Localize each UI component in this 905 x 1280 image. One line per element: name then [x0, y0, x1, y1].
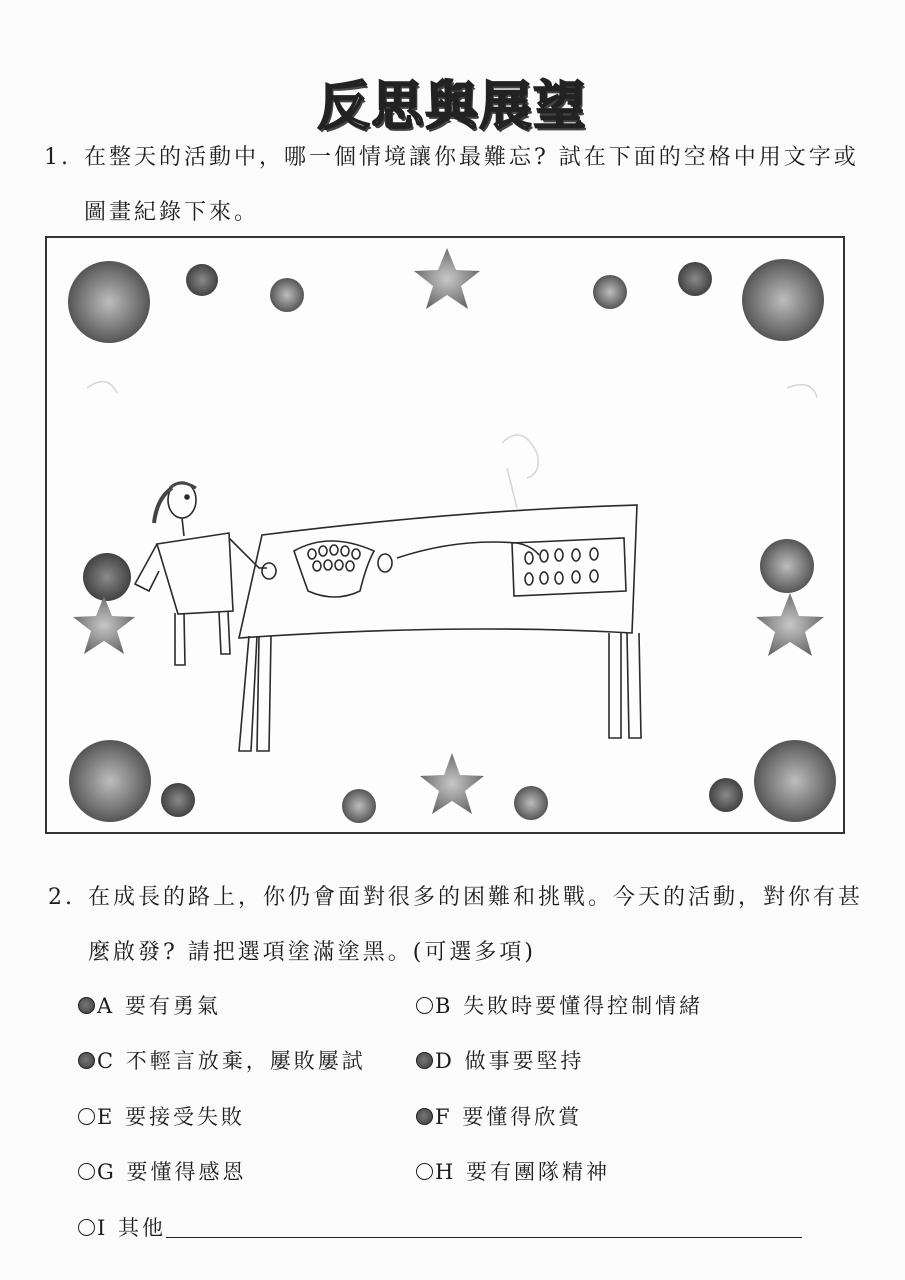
- option-d-letter: D: [435, 1049, 455, 1073]
- option-i-letter: I: [97, 1216, 109, 1240]
- ball-decoration: [342, 789, 376, 823]
- question-2-number: 2.: [48, 885, 75, 910]
- ball-decoration: [593, 275, 627, 309]
- question-1-line-1: [44, 140, 859, 171]
- option-a[interactable]: [78, 990, 221, 1020]
- option-a-circle[interactable]: [78, 997, 95, 1014]
- option-f-letter: F: [435, 1105, 453, 1129]
- option-d[interactable]: [416, 1045, 585, 1075]
- option-e-letter: E: [97, 1105, 116, 1129]
- option-i-blank-line[interactable]: [166, 1217, 802, 1238]
- option-b-circle[interactable]: [416, 997, 433, 1014]
- option-i-text: 其他: [117, 1216, 166, 1240]
- option-g[interactable]: [78, 1156, 246, 1186]
- question-2-text: 在成長的路上，你仍會面對很多的困難和挑戰。今天的活動，對你有甚: [88, 885, 864, 910]
- question-2-line-2: 麼啟發? 請把選項塗滿塗黑。(可選多項): [88, 940, 536, 965]
- option-g-text: 要懂得感恩: [126, 1160, 247, 1184]
- ball-decoration: [742, 259, 824, 341]
- option-e[interactable]: [78, 1101, 245, 1131]
- table-drawing: [239, 505, 641, 751]
- option-g-circle[interactable]: [78, 1163, 95, 1180]
- ball-decoration: [760, 539, 814, 593]
- option-f[interactable]: [416, 1101, 582, 1131]
- ball-decoration: [161, 783, 195, 817]
- child-drawing: [47, 238, 843, 832]
- option-f-circle[interactable]: [416, 1108, 433, 1125]
- drawing-frame[interactable]: [45, 236, 845, 834]
- ball-decoration: [514, 786, 548, 820]
- option-a-letter: A: [97, 994, 116, 1018]
- star-decoration: [414, 248, 480, 309]
- option-i-circle[interactable]: [78, 1219, 95, 1236]
- option-h[interactable]: [416, 1156, 610, 1186]
- option-c-circle[interactable]: [78, 1052, 95, 1069]
- option-h-circle[interactable]: [416, 1163, 433, 1180]
- star-decoration: [73, 596, 135, 654]
- option-d-circle[interactable]: [416, 1052, 433, 1069]
- ball-decoration: [754, 740, 836, 822]
- ball-decoration: [678, 262, 712, 296]
- option-c[interactable]: [78, 1045, 366, 1075]
- option-a-text: 要有勇氣: [124, 994, 221, 1018]
- option-e-text: 要接受失敗: [125, 1105, 246, 1129]
- option-e-circle[interactable]: [78, 1108, 95, 1125]
- question-1-text: 在整天的活動中，哪一個情境讓你最難忘? 試在下面的空格中用文字或: [84, 145, 859, 170]
- option-c-letter: C: [97, 1049, 117, 1073]
- option-h-text: 要有團隊精神: [466, 1160, 611, 1184]
- question-1-number: 1.: [44, 145, 71, 170]
- star-decoration: [756, 593, 824, 656]
- ball-decoration: [186, 264, 218, 296]
- question-2-line-1: [48, 880, 863, 911]
- ball-decoration: [69, 740, 151, 822]
- ball-decoration: [270, 278, 304, 312]
- ball-decoration: [83, 553, 131, 601]
- question-1-line-2: 圖畫紀錄下來。: [84, 200, 260, 225]
- option-b[interactable]: [416, 990, 703, 1020]
- option-d-text: 做事要堅持: [464, 1049, 585, 1073]
- option-b-letter: B: [435, 994, 454, 1018]
- ball-decoration: [709, 778, 743, 812]
- star-decoration: [420, 753, 484, 814]
- ball-decoration: [68, 261, 150, 343]
- page-title: 反思與展望: [317, 77, 588, 137]
- option-i[interactable]: [78, 1212, 802, 1242]
- option-c-text: 不輕言放棄，屢敗屢試: [125, 1049, 366, 1073]
- option-h-letter: H: [435, 1160, 457, 1184]
- option-f-text: 要懂得欣賞: [462, 1105, 583, 1129]
- option-b-text: 失敗時要懂得控制情緒: [463, 994, 704, 1018]
- option-g-letter: G: [97, 1160, 117, 1184]
